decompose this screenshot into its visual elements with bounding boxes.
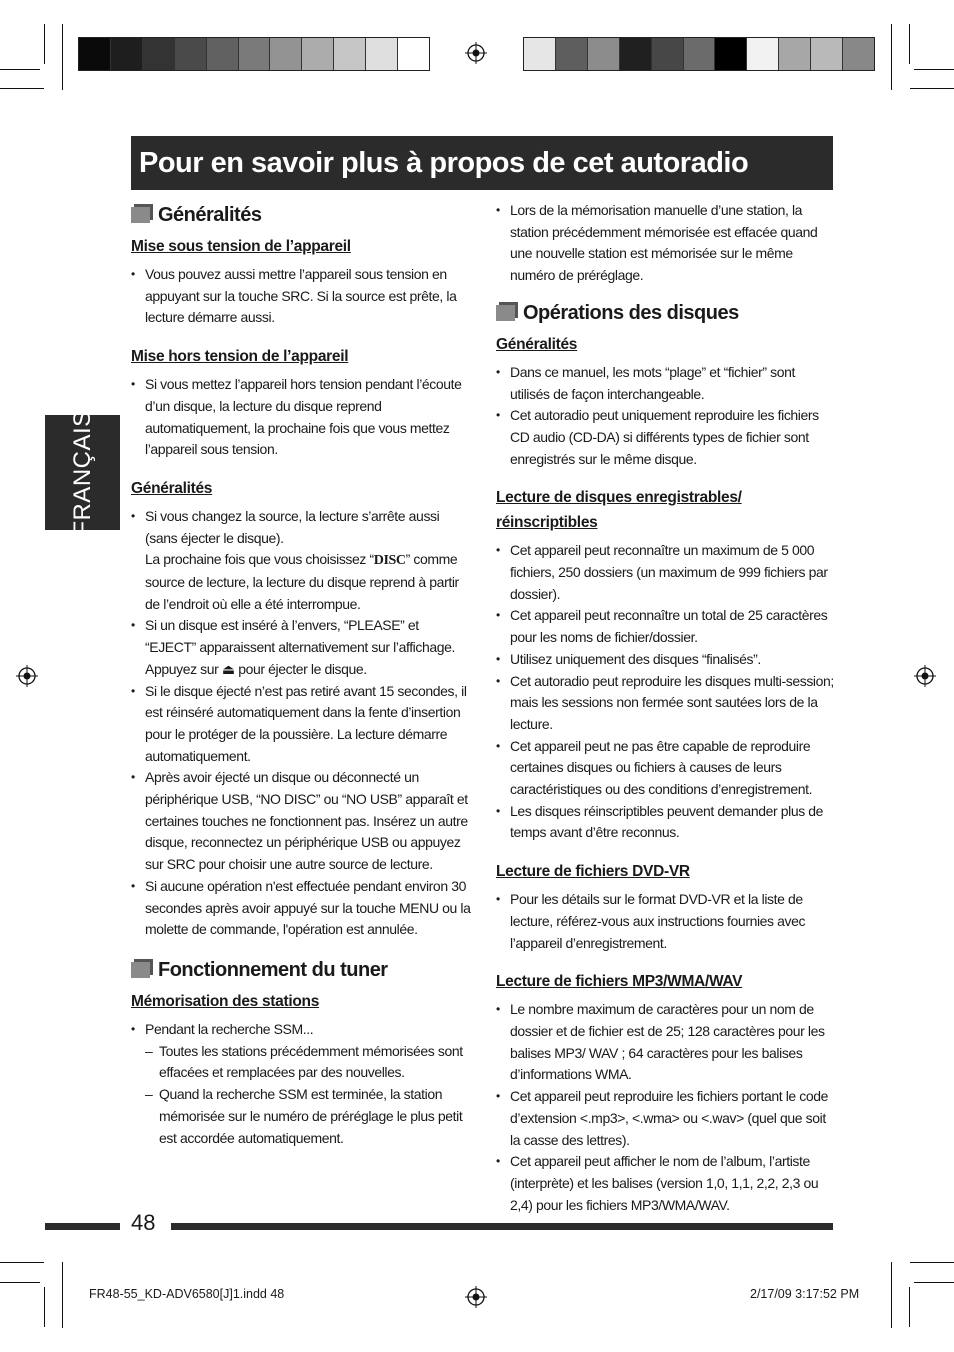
list-item: • Cet appareil peut ne pas être capable de reproduire certaines disques ou fichiers à causes de leurs caractéristiques ou des conditions d’enregistrement. — [496, 736, 836, 801]
color-swatch — [620, 38, 652, 70]
list-item: • Pendant la recherche SSM... — [131, 1019, 471, 1041]
bullet-list — [496, 200, 836, 287]
subsection-heading: Généralités — [496, 335, 578, 353]
right-column — [496, 200, 836, 1216]
section-square-icon — [131, 962, 150, 978]
list-item: • Les disques réinscriptibles peuvent demander plus de temps avant d’être reconnus. — [496, 801, 836, 844]
list-item: • Si vous changez la source, la lecture s’arrête aussi (sans éjecter le disque). La prochaine fois que vous choisissez “DISC” comme source de lecture, la lecture du disque reprend à partir de l’endroit où elle a été interrompue. — [131, 506, 471, 616]
list-item: • Le nombre maximum de caractères pour un nom de dossier et de fichier est de 25; 128 caractères pour les balises MP3/ WAV ; 64 caractères pour les balises d’informations WMA. — [496, 999, 836, 1086]
registration-mark-icon — [465, 1286, 487, 1308]
color-swatch — [175, 38, 207, 70]
color-calibration-strip — [78, 37, 430, 71]
subsection-heading: Lecture de disques enregistrables/ réinscriptibles — [496, 489, 742, 532]
left-column — [131, 200, 471, 1149]
list-item: • Après avoir éjecté un disque ou déconnecté un périphérique USB, “NO DISC” ou “NO USB” apparaît et certaines touches ne fonctionnent pas. Insérez un autre disque, reconnectez un périphérique USB ou appuyez sur SRC pour choisir une autre source de lecture. — [131, 767, 471, 876]
bullet-list — [496, 999, 836, 1216]
color-swatch — [779, 38, 811, 70]
color-swatch — [143, 38, 175, 70]
section-square-icon — [131, 207, 150, 223]
color-swatch — [652, 38, 684, 70]
page-title: Pour en savoir plus à propos de cet autoradio — [131, 136, 833, 190]
color-swatch — [588, 38, 620, 70]
registration-mark-icon — [465, 42, 487, 64]
color-swatch — [747, 38, 779, 70]
bullet-list — [131, 1019, 471, 1149]
list-item: • Pour les détails sur le format DVD-VR et la liste de lecture, référez-vous aux instructions fournies avec l’appareil d’enregistrement. — [496, 889, 836, 954]
bullet-list — [496, 540, 836, 844]
bullet-list — [131, 506, 471, 941]
list-item: • Cet appareil peut reproduire les fichiers portant le code d’extension <.mp3>, <.wma> ou <.wav> (quel que soit la casse des lettres). — [496, 1086, 836, 1151]
color-swatch — [207, 38, 239, 70]
list-item: • Si le disque éjecté n’est pas retiré avant 15 secondes, il est réinséré automatiquement dans la fente d’insertion pour le protéger de la poussière. La lecture démarre automatiquement. — [131, 681, 471, 768]
color-swatch — [811, 38, 843, 70]
bullet-list — [496, 889, 836, 954]
color-swatch — [366, 38, 398, 70]
color-calibration-strip — [523, 37, 875, 71]
color-swatch — [239, 38, 271, 70]
color-swatch — [524, 38, 556, 70]
section-square-icon — [496, 305, 515, 321]
footer-rule — [171, 1223, 833, 1230]
print-slug: FR48-55_KD-ADV6580[J]1.indd 48 — [89, 1287, 285, 1301]
color-swatch — [556, 38, 588, 70]
subsection-heading: Lecture de fichiers DVD-VR — [496, 863, 690, 881]
section-heading: Fonctionnement du tuner — [131, 956, 471, 984]
list-item: • Cet autoradio peut reproduire les disques multi-session; mais les sessions non fermée sont sautées lors de la lecture. — [496, 671, 836, 736]
section-heading: Opérations des disques — [496, 299, 836, 327]
subsection-heading: Mémorisation des stations — [131, 992, 320, 1010]
list-item: • Lors de la mémorisation manuelle d’une station, la station précédemment mémorisée est effacée quand une nouvelle station est mémorisée sur le même numéro de préréglage. — [496, 200, 836, 287]
list-item: • Cet appareil peut afficher le nom de l’album, l’artiste (interprète) et les balises (version 1,0, 1,1, 2,2, 2,3 ou 2,4) pour les fichiers MP3/WMA/WAV. — [496, 1151, 836, 1216]
subsection-heading: Mise sous tension de l’appareil — [131, 238, 351, 255]
bullet-list — [496, 362, 836, 471]
print-timestamp: 2/17/09 3:17:52 PM — [750, 1287, 860, 1301]
eject-icon: ⏏ — [221, 660, 235, 677]
list-item: • Si vous mettez l’appareil hors tension pendant l’écoute d’un disque, la lecture du disque reprend automatiquement, la prochaine fois que vous mettez l’appareil sous tension. — [131, 374, 471, 461]
registration-mark-icon — [16, 665, 38, 687]
color-swatch — [715, 38, 747, 70]
color-swatch — [843, 38, 874, 70]
section-heading: Généralités — [131, 201, 471, 229]
subsection-heading: Lecture de fichiers MP3/WMA/WAV — [496, 973, 743, 991]
list-item: • Si un disque est inséré à l’envers, “PLEASE” et “EJECT” apparaissent alternativement sur l’affichage. Appuyez sur ⏏ pour éjecter le disque. — [131, 615, 471, 680]
color-swatch — [111, 38, 143, 70]
list-item: • Vous pouvez aussi mettre l’appareil sous tension en appuyant sur la touche SRC. Si la source est prête, la lecture démarre aussi. — [131, 264, 471, 329]
bullet-list — [131, 264, 471, 329]
footer-rule — [45, 1223, 120, 1230]
list-item: • Cet autoradio peut uniquement reproduire les fichiers CD audio (CD-DA) si différents types de fichier sont enregistrés sur le même disque. — [496, 405, 836, 470]
list-item: • Cet appareil peut reconnaître un maximum de 5 000 fichiers, 250 dossiers (un maximum de 999 fichiers par dossier). — [496, 540, 836, 605]
color-swatch — [302, 38, 334, 70]
language-tab — [45, 409, 120, 536]
list-item: • Cet appareil peut reconnaître un total de 25 caractères pour les noms de fichier/dossier. — [496, 605, 836, 648]
bullet-list — [131, 374, 471, 461]
color-swatch — [79, 38, 111, 70]
subsection-heading: Mise hors tension de l’appareil — [131, 348, 349, 366]
list-item: – Toutes les stations précédemment mémorisées sont effacées et remplacées par des nouvelles. — [131, 1041, 471, 1084]
list-item: • Dans ce manuel, les mots “plage” et “fichier” sont utilisés de façon interchangeable. — [496, 362, 836, 405]
list-item: • Si aucune opération n'est effectuée pendant environ 30 secondes après avoir appuyé sur la touche MENU ou la molette de commande, l'opération est annulée. — [131, 876, 471, 941]
subsection-heading: Généralités — [131, 479, 213, 497]
registration-mark-icon — [914, 665, 936, 687]
color-swatch — [684, 38, 716, 70]
color-swatch — [334, 38, 366, 70]
color-swatch — [270, 38, 302, 70]
page-number: 48 — [131, 1210, 156, 1235]
language-tab-label: FRANÇAIS — [68, 409, 96, 536]
color-swatch — [398, 38, 429, 70]
list-item: – Quand la recherche SSM est terminée, la station mémorisée sur le numéro de préréglage le plus petit est accordée automatiquement. — [131, 1084, 471, 1149]
list-item: • Utilisez uniquement des disques “finalisés”. — [496, 649, 836, 671]
